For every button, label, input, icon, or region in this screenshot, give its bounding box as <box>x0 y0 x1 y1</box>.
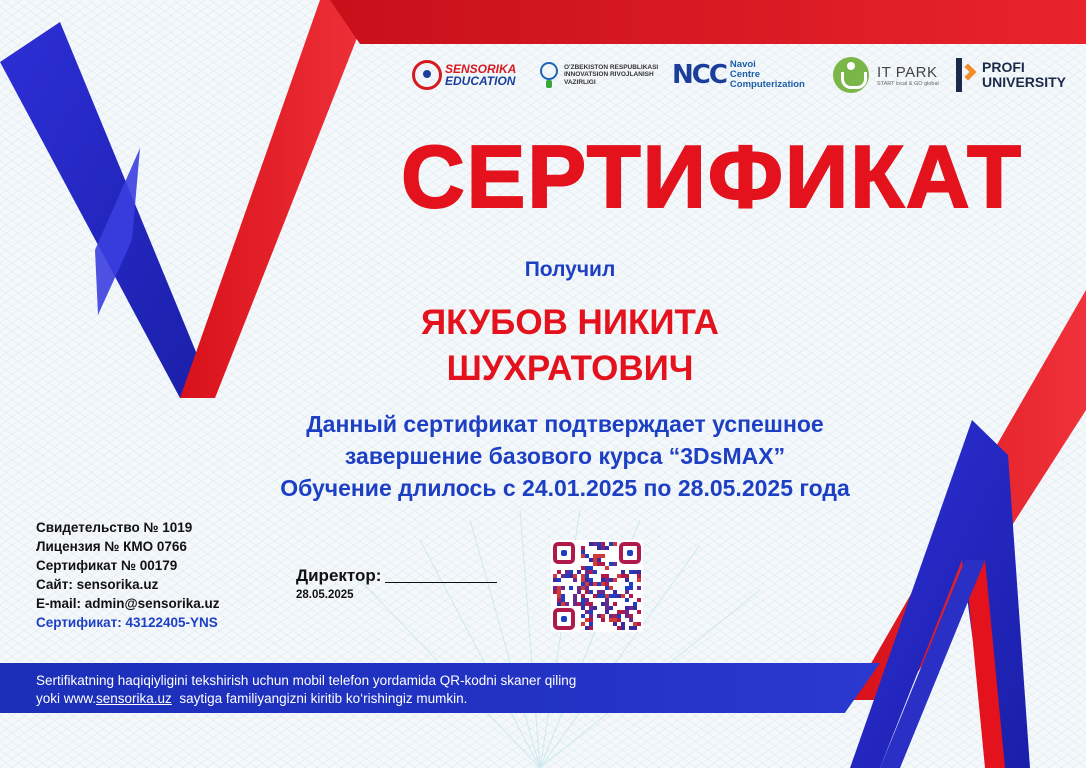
website: Сайт: sensorika.uz <box>36 577 159 592</box>
qr-module <box>585 574 589 578</box>
itpark-person-icon <box>833 57 869 93</box>
qr-module <box>629 582 633 586</box>
qr-module <box>581 550 585 554</box>
qr-module <box>565 574 569 578</box>
qr-module <box>629 618 633 622</box>
qr-module <box>597 554 601 558</box>
qr-module <box>589 566 593 570</box>
qr-module <box>565 570 569 574</box>
qr-module <box>617 614 621 618</box>
itpark-logo-name: IT PARK <box>877 63 938 81</box>
qr-module <box>637 622 641 626</box>
qr-module <box>605 578 609 582</box>
qr-module <box>593 570 597 574</box>
qr-module <box>625 578 629 582</box>
qr-module <box>581 598 585 602</box>
qr-module <box>597 562 601 566</box>
footer-line2-suffix: saytiga familiyangizni kiritib ko‘rishingiz mumkin. <box>171 691 468 706</box>
qr-module <box>569 586 573 590</box>
qr-module <box>633 622 637 626</box>
profi-university-logo <box>956 52 1080 98</box>
ministry-logo <box>538 52 674 98</box>
qr-module <box>585 590 589 594</box>
qr-module <box>581 578 585 582</box>
qr-module <box>581 614 585 618</box>
qr-module <box>589 618 593 622</box>
qr-module <box>573 594 577 598</box>
qr-module <box>601 574 605 578</box>
qr-module <box>621 622 625 626</box>
qr-module <box>597 542 601 546</box>
qr-module <box>601 578 605 582</box>
qr-module <box>557 586 561 590</box>
qr-module <box>613 562 617 566</box>
qr-module <box>621 610 625 614</box>
qr-module <box>585 570 589 574</box>
qr-module <box>593 554 597 558</box>
qr-module <box>585 554 589 558</box>
qr-module <box>589 610 593 614</box>
qr-module <box>637 570 641 574</box>
qr-module <box>609 614 613 618</box>
qr-module <box>553 590 557 594</box>
qr-finder-top-right <box>619 542 641 564</box>
qr-module <box>597 558 601 562</box>
qr-module <box>621 626 625 630</box>
qr-module <box>561 602 565 606</box>
qr-module <box>589 558 593 562</box>
qr-module <box>633 570 637 574</box>
qr-module <box>593 606 597 610</box>
qr-module <box>613 590 617 594</box>
qr-module <box>585 598 589 602</box>
qr-module <box>589 606 593 610</box>
qr-module <box>629 594 633 598</box>
qr-module <box>625 574 629 578</box>
qr-module <box>593 562 597 566</box>
qr-module <box>601 546 605 550</box>
qr-module <box>581 582 585 586</box>
qr-module <box>557 594 561 598</box>
qr-module <box>629 614 633 618</box>
qr-module <box>629 606 633 610</box>
qr-module <box>605 574 609 578</box>
ncc-logo <box>672 52 830 98</box>
svidetelstvo-number: Свидетельство № 1019 <box>36 520 193 535</box>
certificate-number: Сертификат № 00179 <box>36 558 178 573</box>
qr-module <box>593 594 597 598</box>
qr-module <box>605 606 609 610</box>
partner-logos <box>412 52 1080 98</box>
qr-module <box>581 546 585 550</box>
qr-module <box>581 602 585 606</box>
qr-module <box>609 562 613 566</box>
qr-module <box>637 586 641 590</box>
qr-module <box>621 574 625 578</box>
footer-line2-prefix: yoki www. <box>36 691 97 706</box>
certificate-description <box>180 408 950 504</box>
qr-module <box>605 586 609 590</box>
qr-module <box>581 622 585 626</box>
qr-module <box>597 546 601 550</box>
recipient-name-line1: ЯКУБОВ НИКИТА <box>421 303 719 342</box>
qr-module <box>601 590 605 594</box>
qr-code[interactable] <box>551 540 643 632</box>
qr-module <box>589 622 593 626</box>
director-signature <box>296 566 497 586</box>
qr-module <box>609 618 613 622</box>
ministry-logo-line2: INNOVATSION RIVOJLANISH <box>564 71 654 79</box>
qr-module <box>593 542 597 546</box>
qr-module <box>601 618 605 622</box>
qr-module <box>633 606 637 610</box>
email: E-mail: admin@sensorika.uz <box>36 596 220 611</box>
qr-module <box>589 578 593 582</box>
qr-module <box>585 566 589 570</box>
qr-module <box>613 622 617 626</box>
qr-module <box>573 578 577 582</box>
itpark-logo-tagline: START local & GO global <box>877 80 939 87</box>
qr-module <box>589 542 593 546</box>
qr-module <box>565 602 569 606</box>
qr-module <box>585 618 589 622</box>
qr-module <box>629 570 633 574</box>
profi-arrow-icon <box>956 58 976 92</box>
qr-module <box>637 574 641 578</box>
qr-module <box>561 586 565 590</box>
qr-module <box>585 582 589 586</box>
qr-module <box>589 602 593 606</box>
signature-line <box>385 582 497 583</box>
qr-module <box>629 586 633 590</box>
lightbulb-icon <box>538 60 560 90</box>
qr-module <box>577 570 581 574</box>
ncc-logo-line1: Navoi <box>729 59 756 70</box>
qr-module <box>637 598 641 602</box>
qr-module <box>605 610 609 614</box>
qr-module <box>621 594 625 598</box>
qr-module <box>609 586 613 590</box>
qr-module <box>557 602 561 606</box>
qr-module <box>613 578 617 582</box>
qr-module <box>585 586 589 590</box>
qr-module <box>601 554 605 558</box>
qr-module <box>601 542 605 546</box>
qr-module <box>585 602 589 606</box>
qr-module <box>605 602 609 606</box>
qr-module <box>581 566 585 570</box>
footer-site-link[interactable]: sensorika.uz <box>96 691 172 706</box>
qr-module <box>609 594 613 598</box>
qr-module <box>629 626 633 630</box>
qr-module <box>589 570 593 574</box>
qr-module <box>553 574 557 578</box>
qr-module <box>585 610 589 614</box>
qr-module <box>625 590 629 594</box>
qr-module <box>601 602 605 606</box>
ministry-logo-line1: O'ZBEKISTON RESPUBLIKASI <box>564 63 659 71</box>
issuer-info <box>36 518 219 632</box>
qr-module <box>589 626 593 630</box>
qr-module <box>601 594 605 598</box>
footer-text <box>36 672 576 708</box>
qr-module <box>621 570 625 574</box>
qr-module <box>625 586 629 590</box>
qr-module <box>573 602 577 606</box>
qr-module <box>557 590 561 594</box>
qr-module <box>557 578 561 582</box>
recipient-name <box>340 300 800 392</box>
qr-module <box>633 626 637 630</box>
qr-module <box>573 574 577 578</box>
qr-module <box>553 578 557 582</box>
director-label: Директор: <box>296 566 382 585</box>
qr-module <box>589 590 593 594</box>
profi-logo-line1: PROFI <box>982 59 1025 75</box>
qr-module <box>625 606 629 610</box>
qr-module <box>593 582 597 586</box>
qr-module <box>561 594 565 598</box>
qr-module <box>577 602 581 606</box>
qr-module <box>605 566 609 570</box>
ministry-logo-line3: VAZIRLIGI <box>564 78 596 86</box>
qr-finder-bottom-left <box>553 608 575 630</box>
qr-module <box>605 598 609 602</box>
license-number: Лицензия № КМО 0766 <box>36 539 187 554</box>
itpark-logo <box>833 52 953 98</box>
certificate-id: Сертификат: 43122405-YNS <box>36 615 218 630</box>
qr-module <box>597 590 601 594</box>
qr-module <box>553 586 557 590</box>
qr-module <box>613 618 617 622</box>
qr-module <box>633 602 637 606</box>
qr-module <box>601 582 605 586</box>
description-line2: завершение базового курса “3DsMAX” <box>344 443 786 469</box>
qr-module <box>589 614 593 618</box>
qr-module <box>589 582 593 586</box>
qr-module <box>609 578 613 582</box>
qr-module <box>593 558 597 562</box>
qr-module <box>577 586 581 590</box>
qr-module <box>613 594 617 598</box>
qr-module <box>605 582 609 586</box>
qr-module <box>605 546 609 550</box>
sensorika-logo-line2: EDUCATION <box>445 74 516 88</box>
qr-finder-top-left <box>553 542 575 564</box>
qr-module <box>617 610 621 614</box>
qr-module <box>601 562 605 566</box>
qr-module <box>569 570 573 574</box>
qr-module <box>613 614 617 618</box>
qr-module <box>581 606 585 610</box>
description-line3: Обучение длилось с 24.01.2025 по 28.05.2025 года <box>280 475 850 501</box>
signature-date: 28.05.2025 <box>296 589 354 601</box>
qr-module <box>613 602 617 606</box>
qr-module <box>625 614 629 618</box>
qr-module <box>557 598 561 602</box>
ncc-logo-mark: NCC <box>672 60 726 90</box>
sensorika-logo <box>412 52 534 98</box>
footer-line1: Sertifikatning haqiqiyligini tekshirish uchun mobil telefon yordamida QR-kodni skaner qiling <box>36 673 577 688</box>
qr-module <box>557 570 561 574</box>
qr-module <box>617 618 621 622</box>
qr-module <box>605 594 609 598</box>
qr-module <box>573 598 577 602</box>
ncc-logo-line2: Centre <box>729 69 761 80</box>
qr-module <box>617 574 621 578</box>
qr-module <box>561 598 565 602</box>
qr-module <box>617 594 621 598</box>
qr-module <box>625 610 629 614</box>
qr-module <box>617 626 621 630</box>
ncc-logo-line3: Computerization <box>729 79 805 90</box>
received-label: Получил <box>524 258 616 281</box>
qr-module <box>597 582 601 586</box>
profi-logo-line2: UNIVERSITY <box>982 74 1067 90</box>
qr-module <box>597 614 601 618</box>
qr-module <box>561 574 565 578</box>
qr-module <box>609 542 613 546</box>
qr-module <box>609 606 613 610</box>
qr-module <box>613 542 617 546</box>
qr-module <box>637 578 641 582</box>
qr-module <box>637 610 641 614</box>
qr-module <box>585 578 589 582</box>
qr-module <box>581 554 585 558</box>
qr-module <box>625 598 629 602</box>
sensorika-logo-line1: SENSORIKA <box>445 62 517 76</box>
recipient-name-line2: ШУХРАТОВИЧ <box>446 349 694 388</box>
qr-module <box>585 626 589 630</box>
qr-module <box>581 574 585 578</box>
qr-module <box>569 574 573 578</box>
sensorika-emblem-icon <box>412 60 442 90</box>
footer-line2 <box>36 690 576 708</box>
qr-module <box>601 614 605 618</box>
qr-module <box>577 590 581 594</box>
description-line1: Данный сертификат подтверждает успешное <box>306 411 824 437</box>
certificate-title: СЕРТИФИКАТ <box>401 127 1023 226</box>
qr-module <box>597 594 601 598</box>
qr-module <box>581 594 585 598</box>
qr-module <box>581 586 585 590</box>
